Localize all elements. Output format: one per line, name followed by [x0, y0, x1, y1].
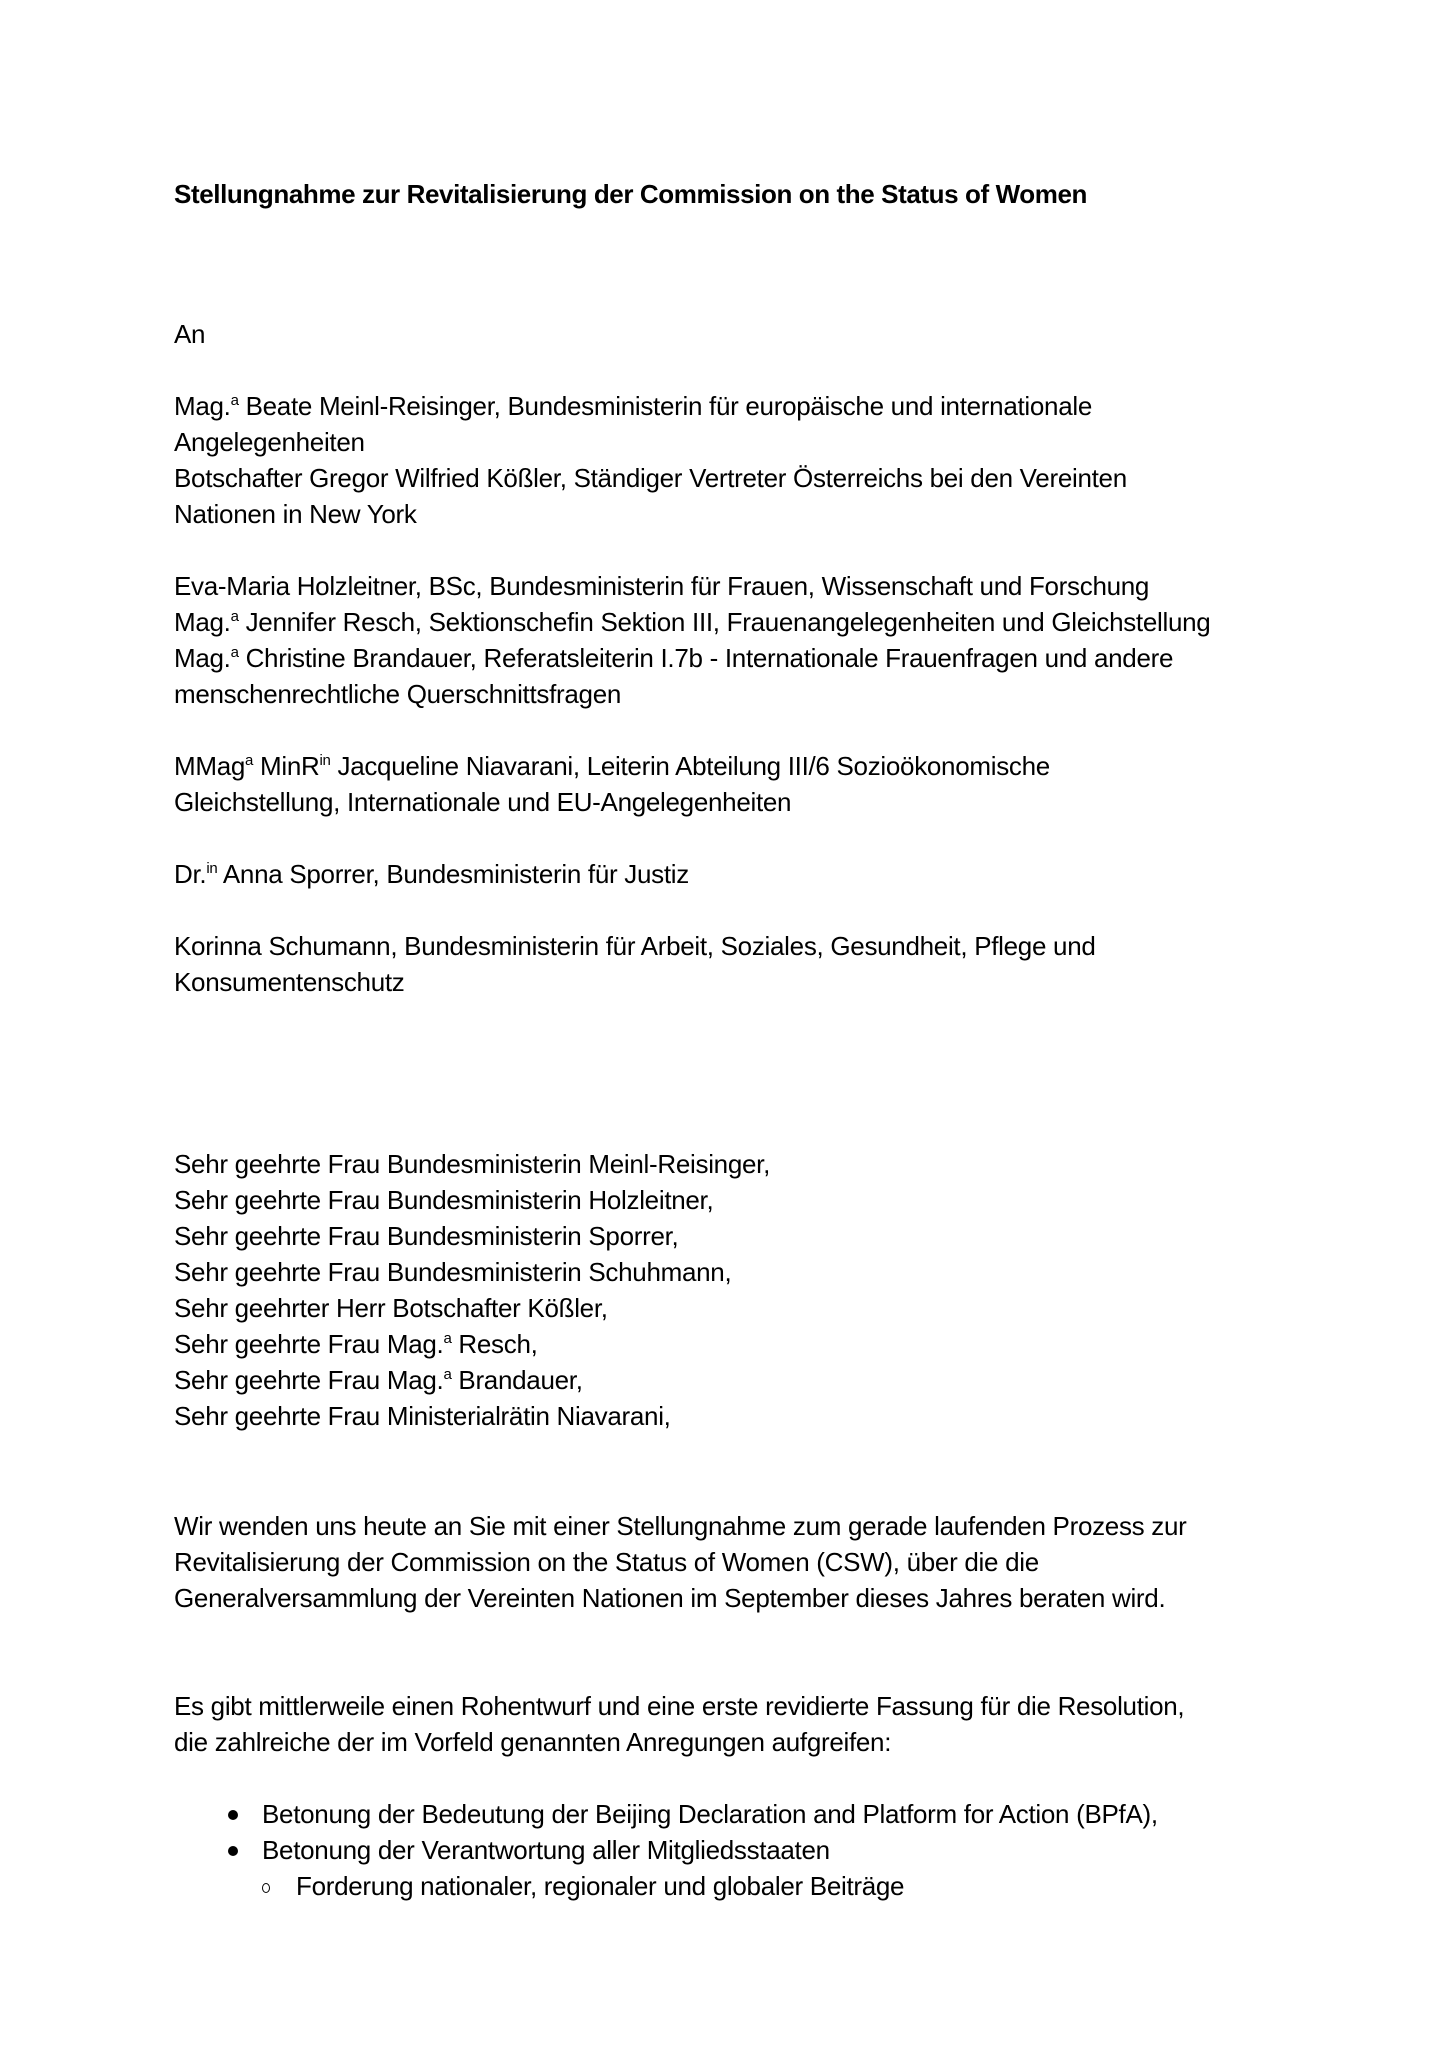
- recipient-line: Mag.$^a$ Christine Brandauer, Referatsleiterin I.7b - Internationale Frauenfragen und andere: [174, 643, 1174, 673]
- salutation-line: Sehr geehrte Frau Bundesministerin Meinl-Reisinger,: [174, 1149, 770, 1179]
- salutation-line: Sehr geehrte Frau Mag.$^a$ Brandauer,: [174, 1365, 583, 1395]
- bullet-circle-icon: [262, 1883, 270, 1893]
- salutation-line: Sehr geehrte Frau Bundesministerin Sporrer,: [174, 1221, 679, 1251]
- recipient-line: Konsumentenschutz: [174, 967, 405, 997]
- paragraph-line: die zahlreiche der im Vorfeld genannten Anregungen aufgreifen:: [174, 1727, 892, 1757]
- sub-bullet-item: [174, 1868, 1294, 1904]
- recipient-line: menschenrechtliche Querschnittsfragen: [174, 679, 622, 709]
- title-text: Stellungnahme zur Revitalisierung der Commission on the Status of Women: [174, 179, 1088, 209]
- salutation-line: Sehr geehrte Frau Bundesministerin Schuhmann,: [174, 1257, 732, 1287]
- body-paragraph-2: [174, 1688, 1294, 1760]
- recipient-line: Botschafter Gregor Wilfried Kößler, Ständiger Vertreter Österreichs bei den Vereinten: [174, 463, 1127, 493]
- recipient-line: Mag.$^a$ Jennifer Resch, Sektionschefin Sektion III, Frauenangelegenheiten und Gleichstellung: [174, 607, 1211, 637]
- recipient-line: Angelegenheiten: [174, 427, 365, 457]
- recipient-line: Gleichstellung, Internationale und EU-Angelegenheiten: [174, 787, 792, 817]
- recipient-line: Eva-Maria Holzleitner, BSc, Bundesministerin für Frauen, Wissenschaft und Forschung: [174, 571, 1150, 601]
- bullet-item: [174, 1796, 1294, 1832]
- recipient-block-1: [174, 388, 1294, 532]
- salutations: [174, 1146, 1294, 1434]
- salutation-line: Sehr geehrte Frau Ministerialrätin Niavarani,: [174, 1401, 671, 1431]
- salutation-line: Sehr geehrte Frau Mag.$^a$ Resch,: [174, 1329, 538, 1359]
- bullet-text: Forderung nationaler, regionaler und globaler Beiträge: [296, 1871, 905, 1901]
- bullet-list: [174, 1796, 1294, 1904]
- paragraph-line: Es gibt mittlerweile einen Rohentwurf und eine erste revidierte Fassung für die Resolution,: [174, 1691, 1185, 1721]
- recipient-line: Dr.$^{in}$ Anna Sporrer, Bundesministerin für Justiz: [174, 859, 689, 889]
- bullet-text: Betonung der Verantwortung aller Mitgliedsstaaten: [262, 1835, 830, 1865]
- address-intro: [174, 316, 1294, 352]
- document-title: [174, 176, 1294, 212]
- bullet-dot-icon: [228, 1846, 238, 1856]
- body-paragraph-1: [174, 1508, 1294, 1616]
- recipient-line: Korinna Schumann, Bundesministerin für Arbeit, Soziales, Gesundheit, Pflege und: [174, 931, 1096, 961]
- bullet-item: [174, 1832, 1294, 1868]
- recipient-line: Nationen in New York: [174, 499, 417, 529]
- address-intro-text: An: [174, 319, 206, 349]
- recipient-block-5: [174, 928, 1294, 1000]
- paragraph-line: Generalversammlung der Vereinten Nationen im September dieses Jahres beraten wird.: [174, 1583, 1166, 1613]
- recipient-block-3: [174, 748, 1294, 820]
- salutation-line: Sehr geehrter Herr Botschafter Kößler,: [174, 1293, 608, 1323]
- recipient-line: Mag.$^a$ Beate Meinl-Reisinger, Bundesministerin für europäische und internationale: [174, 391, 1092, 421]
- paragraph-line: Revitalisierung der Commission on the Status of Women (CSW), über die die: [174, 1547, 1039, 1577]
- bullet-text: Betonung der Bedeutung der Beijing Declaration and Platform for Action (BPfA),: [262, 1799, 1158, 1829]
- salutation-line: Sehr geehrte Frau Bundesministerin Holzleitner,: [174, 1185, 714, 1215]
- recipient-block-4: [174, 856, 1294, 892]
- bullet-dot-icon: [228, 1810, 238, 1820]
- recipient-line: MMag$^a$ MinR$^{in}$ Jacqueline Niavarani, Leiterin Abteilung III/6 Sozioökonomische: [174, 751, 1050, 781]
- recipient-block-2: [174, 568, 1294, 712]
- paragraph-line: Wir wenden uns heute an Sie mit einer Stellungnahme zum gerade laufenden Prozess zur: [174, 1511, 1187, 1541]
